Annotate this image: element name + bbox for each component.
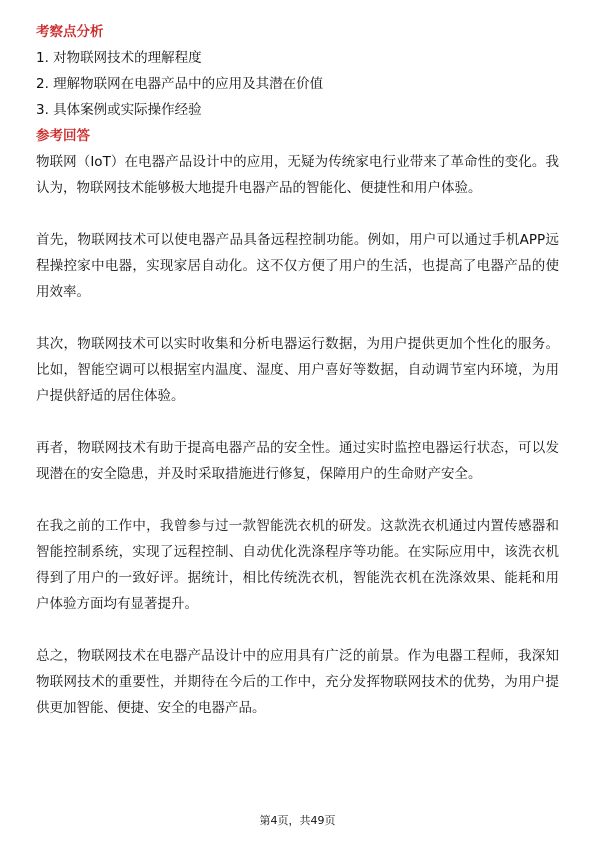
page-number: 第4页，共49页	[259, 814, 336, 827]
analysis-item: 3. 具体案例或实际操作经验	[36, 102, 202, 118]
answer-paragraph: 在我之前的工作中，我曾参与过一款智能洗衣机的研发。这款洗衣机通过内置传感器和智能控制系统，实现了远程控制、自动优化洗涤程序等功能。在实际应用中，该洗衣机得到了用户的一致好评。据统计，相比传统洗衣机，智能洗衣机在洗涤效果、能耗和用户体验方面均有显著提升。	[36, 518, 559, 612]
analysis-item: 1. 对物联网技术的理解程度	[36, 50, 202, 66]
answer-paragraph: 总之，物联网技术在电器产品设计中的应用具有广泛的前景。作为电器工程师，我深知物联网技术的重要性，并期待在今后的工作中，充分发挥物联网技术的优势，为用户提供更加智能、便捷、安全的电器产品。	[36, 648, 559, 716]
answer-paragraph: 首先，物联网技术可以使电器产品具备远程控制功能。例如，用户可以通过手机APP远程操控家中电器，实现家居自动化。这不仅方便了用户的生活，也提高了电器产品的使用效率。	[36, 232, 559, 300]
section-heading-analysis: 考察点分析	[36, 24, 104, 40]
answer-paragraph: 物联网（IoT）在电器产品设计中的应用，无疑为传统家电行业带来了革命性的变化。我认为，物联网技术能够极大地提升电器产品的智能化、便捷性和用户体验。	[36, 154, 559, 196]
document-page	[36, 22, 559, 747]
analysis-item: 2. 理解物联网在电器产品中的应用及其潜在价值	[36, 76, 324, 92]
section-heading-answer: 参考回答	[36, 128, 90, 144]
answer-paragraph: 再者，物联网技术有助于提高电器产品的安全性。通过实时监控电器运行状态，可以发现潜在的安全隐患，并及时采取措施进行修复，保障用户的生命财产安全。	[36, 440, 559, 482]
answer-paragraph: 其次，物联网技术可以实时收集和分析电器运行数据，为用户提供更加个性化的服务。比如，智能空调可以根据室内温度、湿度、用户喜好等数据，自动调节室内环境，为用户提供舒适的居住体验。	[36, 336, 559, 404]
